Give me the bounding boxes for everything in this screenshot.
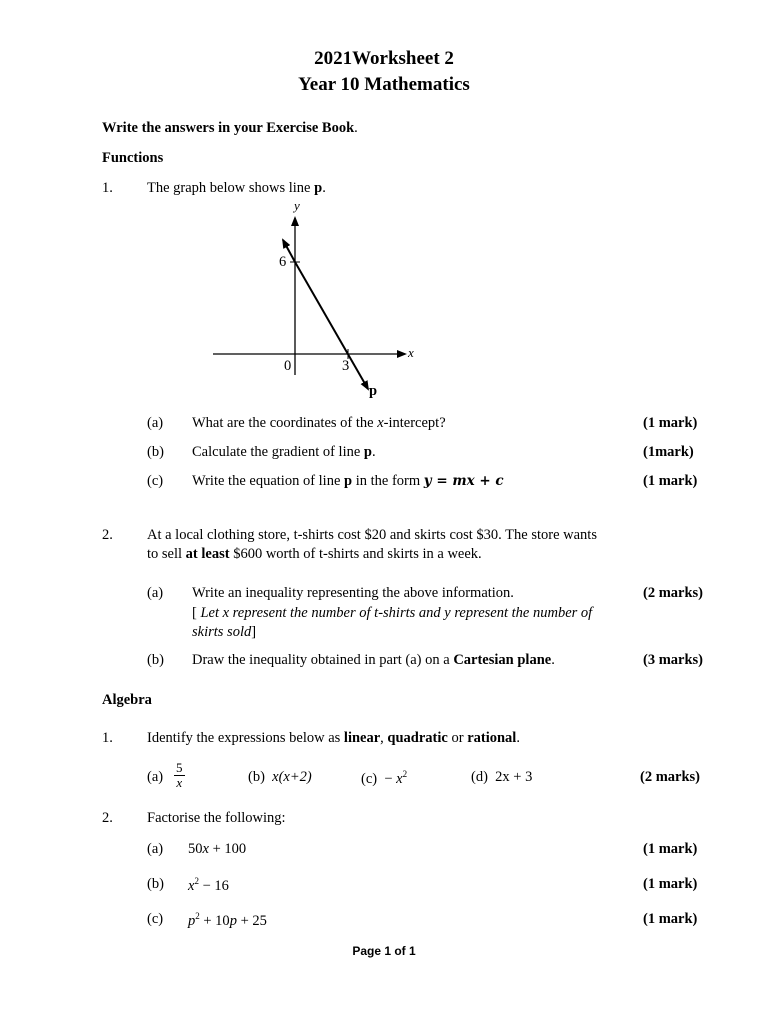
- part-label: (a): [147, 415, 164, 431]
- graph-line-label: p: [369, 383, 378, 399]
- part-label: (c): [147, 473, 164, 489]
- item-c: $(c) - x^2$: [361, 769, 408, 787]
- expression: $x^2 - 16$: [188, 876, 229, 894]
- part-label: (a): [147, 585, 164, 601]
- marks: (1 mark): [643, 415, 698, 431]
- part-text: Write an inequality representing the above information.: [192, 585, 514, 601]
- graph-x-label: x: [408, 345, 414, 360]
- question-number: 1.: [102, 730, 113, 746]
- marks: (1 mark): [643, 473, 698, 489]
- part-text: Calculate the gradient of line p.: [192, 444, 376, 460]
- question-number: 2.: [102, 527, 113, 543]
- expression: $p^2 + 10p + 25$: [188, 911, 267, 929]
- marks: (1 mark): [643, 911, 698, 927]
- line-p-lower: [295, 262, 368, 389]
- item-d: (d) 2x + 3: [471, 769, 533, 785]
- question-number: 2.: [102, 810, 113, 826]
- question-text: Identify the expressions below as linear, quadratic or rational.: [147, 730, 520, 746]
- item-label: (a): [147, 769, 164, 785]
- marks: (1 mark): [643, 876, 698, 892]
- part-label: (c): [147, 911, 164, 927]
- page-number: Page 1 of 1: [352, 944, 416, 958]
- marks: (3 marks): [643, 652, 704, 668]
- section-heading-algebra: Algebra: [102, 692, 152, 708]
- worksheet-title: 2021Worksheet 2: [314, 48, 454, 69]
- marks: (2 marks): [640, 769, 701, 785]
- part-label: (b): [147, 876, 164, 892]
- graph-x-intercept-label: 3: [342, 358, 350, 374]
- part-label: (a): [147, 841, 164, 857]
- part-note: [ Let x represent the number of t-shirts and y represent the number of: [192, 605, 593, 621]
- item-b: (b) x(x+2): [248, 769, 312, 785]
- question-text: to sell at least $600 worth of t-shirts and skirts in a week.: [147, 546, 482, 562]
- expression: 50x + 100: [188, 841, 247, 857]
- line-graph: [0, 0, 768, 420]
- part-text: Write the equation of line p in the form y = mx + c: [192, 473, 504, 489]
- graph-origin-label: 0: [284, 358, 292, 374]
- section-heading-functions: Functions: [102, 150, 164, 166]
- question-text: Factorise the following:: [147, 810, 286, 826]
- instruction: Write the answers in your Exercise Book.: [102, 120, 358, 136]
- question-text: At a local clothing store, t-shirts cost $20 and skirts cost $30. The store wants: [147, 527, 597, 543]
- question-text: The graph below shows line p.: [147, 180, 326, 196]
- part-note: skirts sold]: [192, 624, 257, 640]
- marks: (2 marks): [643, 585, 704, 601]
- graph-y-label: y: [294, 198, 300, 213]
- marks: (1mark): [643, 444, 694, 460]
- fraction-expression: $\frac{5}{x}$: [176, 760, 183, 790]
- graph-y-intercept-label: 6: [279, 254, 287, 270]
- part-label: (b): [147, 652, 164, 668]
- marks: (1 mark): [643, 841, 698, 857]
- part-text: What are the coordinates of the x-intercept?: [192, 415, 446, 431]
- part-label: (b): [147, 444, 164, 460]
- worksheet-subtitle: Year 10 Mathematics: [298, 74, 470, 95]
- question-number: 1.: [102, 180, 113, 196]
- part-text: Draw the inequality obtained in part (a) on a Cartesian plane.: [192, 652, 555, 668]
